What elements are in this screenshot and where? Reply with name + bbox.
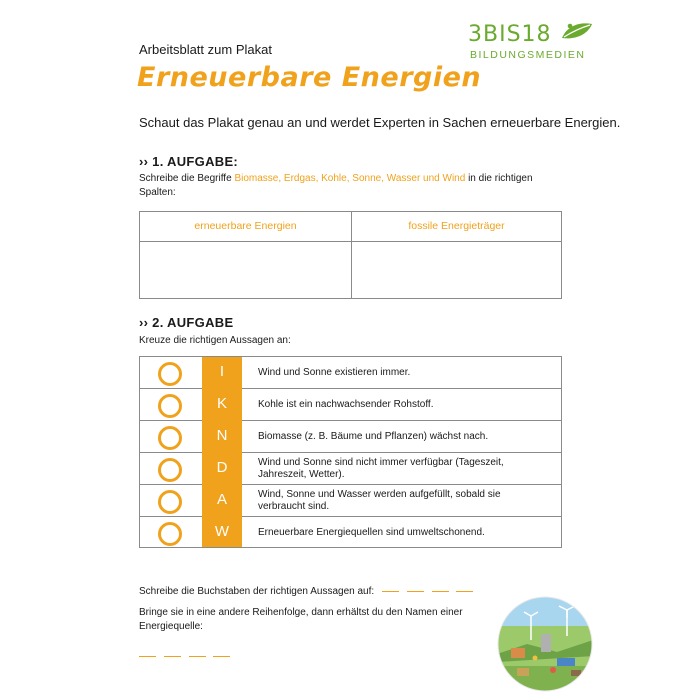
renewable-answer-cell[interactable] [140,242,350,298]
answer-blank[interactable] [213,656,230,657]
answer-blank[interactable] [164,656,181,657]
row-divider [140,452,202,453]
checkbox-circle[interactable] [158,458,182,482]
statement-letter: K [216,395,227,412]
statement-text: Wind und Sonne existieren immer. [258,367,411,378]
answer-blank[interactable] [139,656,156,657]
row-divider [140,484,202,485]
statement-text: Biomasse (z. B. Bäume und Pflanzen) wächst nach. [258,431,489,442]
answer-blank[interactable] [189,656,206,657]
statement-letter: A [216,491,227,508]
checkbox-circle[interactable] [158,362,182,386]
answer-blank[interactable] [407,591,424,592]
checkbox-circle[interactable] [158,490,182,514]
intro-text: Schaut das Plakat genau an und werdet Experten in Sachen erneuerbare Energien. [139,115,621,130]
reorder-prompt: Bringe sie in eine andere Reihenfolge, dann erhältst du den Namen einer Energiequelle: [139,607,463,632]
statement-row [140,517,561,549]
energy-source-answer [139,650,230,664]
row-divider [242,484,561,485]
statement-letter: I [219,363,225,380]
statement-text: Erneuerbare Energiequellen sind umweltschonend. [258,527,485,538]
task1-terms: Biomasse, Erdgas, Kohle, Sonne, Wasser und Wind [234,173,466,184]
fossil-answer-cell[interactable] [352,242,561,298]
statement-letter: D [216,459,228,476]
row-divider [242,516,561,517]
task2-heading: ›› 2. AUFGABE [139,315,234,330]
task1-instruction-prefix: Schreibe die Begriffe [139,173,235,184]
answer-blank[interactable] [382,591,399,592]
statement-letter: N [216,427,228,444]
task1-heading: ›› 1. AUFGABE: [139,154,239,169]
worksheet-title: Erneuerbare Energien [137,62,482,93]
row-divider [140,420,202,421]
write-letters-prompt [139,585,473,599]
checkbox-circle[interactable] [158,394,182,418]
statement-row [140,453,561,485]
answer-blank[interactable] [456,591,473,592]
task1-instruction [139,172,559,200]
logo-main-text: 3BIS18 [468,22,552,47]
column-header-fossil: fossile Energieträger [408,220,505,232]
checkbox-circle[interactable] [158,522,182,546]
statements-table [139,356,562,548]
row-divider [140,516,202,517]
checkbox-circle[interactable] [158,426,182,450]
answer-blank[interactable] [432,591,449,592]
row-divider [242,388,561,389]
row-divider [242,420,561,421]
statement-text: Wind und Sonne sind nicht immer verfügbar (Tageszeit, Jahreszeit, Wetter). [258,457,504,480]
row-divider [140,388,202,389]
task1-instruction-suffix: in die richtigen Spalten: [139,173,533,198]
write-letters-text: Schreibe die Buchstaben der richtigen Aussagen auf: [139,586,375,597]
row-divider [242,452,561,453]
energy-sort-table [139,211,562,299]
statement-letter: W [214,523,230,540]
worksheet-subtitle: Arbeitsblatt zum Plakat [139,42,272,57]
statement-row [140,357,561,389]
poster-thumbnail-icon [497,596,593,692]
column-header-renewable: erneuerbare Energien [194,220,297,232]
logo-sub-text: BILDUNGSMEDIEN [470,49,586,61]
statement-row [140,421,561,453]
statement-row [140,485,561,517]
publisher-logo [468,22,593,64]
leaf-icon [560,20,594,42]
task2-instruction: Kreuze die richtigen Aussagen an: [139,335,291,346]
statement-text: Kohle ist ein nachwachsender Rohstoff. [258,399,434,410]
statement-text: Wind, Sonne und Wasser werden aufgefüllt, sobald sie verbraucht sind. [258,489,501,512]
statement-row [140,389,561,421]
